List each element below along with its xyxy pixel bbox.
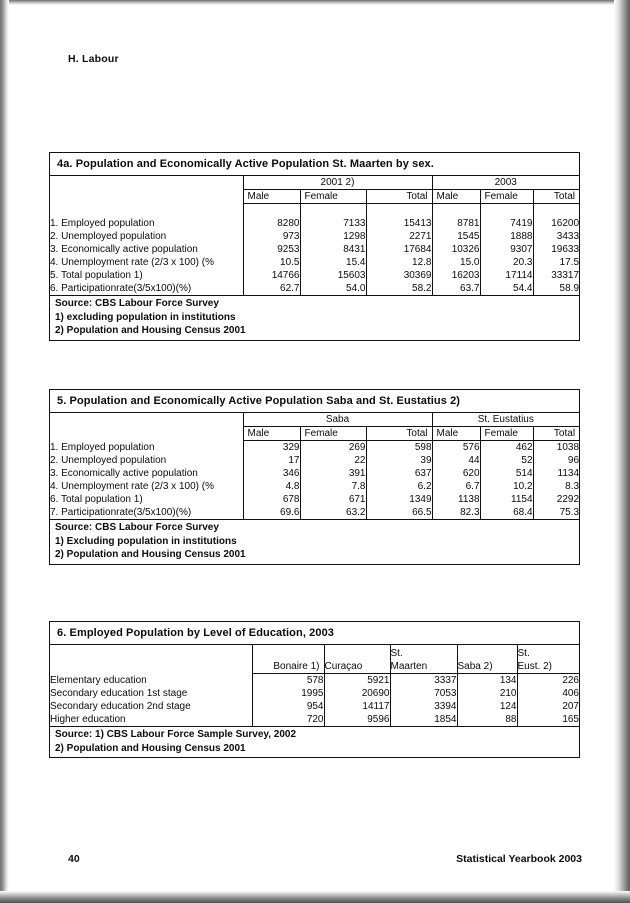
table-5-row-1-col-2: 39 bbox=[366, 454, 432, 467]
table-4a-row-2-col-4: 9307 bbox=[480, 243, 533, 256]
table-5-row-0-col-4: 462 bbox=[480, 441, 533, 455]
table-4a-row-5-col-4: 54.4 bbox=[480, 282, 533, 296]
table-5-row-4-col-0: 678 bbox=[243, 493, 300, 506]
table-5-row-2-col-1: 391 bbox=[300, 467, 366, 480]
table-6-row-3-col-4: 165 bbox=[517, 713, 579, 727]
table-5-row-2-col-0: 346 bbox=[243, 467, 300, 480]
table-4a-row-5-col-0: 62.7 bbox=[243, 282, 300, 296]
table-5-row-1-col-5: 96 bbox=[567, 455, 580, 466]
table-6-row-3-col-0: 720 bbox=[252, 713, 324, 727]
page-number: 40 bbox=[68, 853, 80, 865]
table-6-row-0-label: Elementary education bbox=[50, 674, 252, 688]
table-4a-note-source: Source: CBS Labour Force Survey bbox=[55, 298, 219, 309]
table-4a-row-2-col-5: 19633 bbox=[551, 244, 580, 255]
table-6-corner-cell bbox=[50, 645, 252, 674]
table-5-row-5-label: 7. Participationrate(3/5x100)(%) bbox=[50, 506, 243, 520]
table-6-row-2-col-2: 3394 bbox=[390, 700, 457, 713]
table-4a-row-1-col-2: 2271 bbox=[366, 230, 432, 243]
table-5-row-4-col-3: 1138 bbox=[432, 493, 480, 506]
table-4a-spacer-row bbox=[50, 204, 579, 218]
table-6-header-bonaire-line2: Bonaire 1) bbox=[273, 661, 320, 672]
table-6-row-1-col-4: 406 bbox=[562, 688, 579, 699]
table-row bbox=[50, 441, 579, 455]
table-4a-row-0-col-1: 7133 bbox=[300, 217, 366, 230]
table-6-row-1-col-3: 210 bbox=[457, 687, 517, 700]
table-5-row-3-col-1: 7.8 bbox=[300, 480, 366, 493]
table-5-row-2-col-5: 1134 bbox=[557, 468, 580, 479]
table-4a-header-female-2003: Female bbox=[480, 190, 533, 204]
table-5-row-3-col-2: 6.2 bbox=[366, 480, 432, 493]
table-4a-row-4-col-0: 14766 bbox=[243, 269, 300, 282]
table-6-header-st-eust-line2: Eust. 2) bbox=[517, 661, 552, 672]
table-4a-row-1-col-0: 973 bbox=[243, 230, 300, 243]
table-5-header-female-saba: Female bbox=[300, 427, 366, 441]
table-6-header-saba-line2: Saba 2) bbox=[457, 661, 493, 672]
table-5-row-5-col-1: 63.2 bbox=[300, 506, 366, 520]
table-5-row-5-col-4: 68.4 bbox=[480, 506, 533, 520]
table-5-row-0-label: 1. Employed population bbox=[50, 441, 243, 455]
table-6 bbox=[49, 621, 580, 758]
table-5-corner-cell bbox=[50, 413, 243, 441]
table-4a-row-0-label: 1. Employed population bbox=[50, 217, 243, 230]
table-6-header-st-eust bbox=[517, 645, 579, 674]
table-4a-row-1-label: 2. Unemployed population bbox=[50, 230, 243, 243]
table-4a-row-4-label: 5. Total population 1) bbox=[50, 269, 243, 282]
table-row bbox=[50, 282, 579, 296]
table-row bbox=[50, 256, 579, 269]
table-row bbox=[50, 480, 579, 493]
table-5-row-1-col-3: 44 bbox=[432, 454, 480, 467]
table-5-title: 5. Population and Economically Active Population Saba and St. Eustatius 2) bbox=[50, 390, 579, 413]
table-4a-row-1-col-3: 1545 bbox=[432, 230, 480, 243]
table-row bbox=[50, 217, 579, 230]
table-5-header-male-saba: Male bbox=[243, 427, 300, 441]
table-row bbox=[50, 243, 579, 256]
table-5-row-4-label: 6. Total population 1) bbox=[50, 493, 243, 506]
table-row bbox=[50, 687, 579, 700]
chapter-heading: H. Labour bbox=[68, 53, 119, 65]
table-5-row-2-col-2: 637 bbox=[366, 467, 432, 480]
table-4a-row-0-col-5: 16200 bbox=[551, 218, 580, 229]
table-4a-group-2001: 2001 2) bbox=[243, 176, 432, 190]
table-row bbox=[50, 467, 579, 480]
table-6-row-1-label: Secondary education 1st stage bbox=[50, 687, 252, 700]
table-6-header-curacao bbox=[324, 645, 390, 674]
table-6-notes bbox=[50, 727, 579, 757]
table-5-row-2-label: 3. Economically active population bbox=[50, 467, 243, 480]
spacer bbox=[480, 204, 533, 218]
spacer bbox=[533, 204, 579, 218]
table-4a-group-header-row bbox=[50, 176, 579, 190]
table-5-row-1-col-1: 22 bbox=[300, 454, 366, 467]
table-5-note-2: 2) Population and Housing Census 2001 bbox=[55, 549, 246, 560]
scan-edge-bottom bbox=[0, 891, 630, 903]
table-4a-row-3-col-0: 10.5 bbox=[243, 256, 300, 269]
table-4a-row-3-col-5: 17.5 bbox=[559, 257, 580, 268]
table-5-group-header-row bbox=[50, 413, 579, 427]
table-5-row-1-label: 2. Unemployed population bbox=[50, 454, 243, 467]
table-5-row-4-col-1: 671 bbox=[300, 493, 366, 506]
table-4a-grid bbox=[50, 176, 579, 296]
table-6-row-1-col-0: 1995 bbox=[252, 687, 324, 700]
table-row bbox=[50, 493, 579, 506]
table-5-row-2-col-3: 620 bbox=[432, 467, 480, 480]
table-4a-row-4-col-1: 15603 bbox=[300, 269, 366, 282]
table-5-row-1-col-0: 17 bbox=[243, 454, 300, 467]
table-4a-row-1-col-4: 1888 bbox=[480, 230, 533, 243]
table-row bbox=[50, 713, 579, 727]
table-5-row-0-col-0: 329 bbox=[243, 441, 300, 455]
table-4a-row-5-col-2: 58.2 bbox=[366, 282, 432, 296]
table-4a-row-5-label: 6. Participationrate(3/5x100)(%) bbox=[50, 282, 243, 296]
spacer bbox=[366, 204, 432, 218]
table-6-row-1-col-1: 20690 bbox=[324, 687, 390, 700]
table-5-row-3-col-0: 4.8 bbox=[243, 480, 300, 493]
table-4a-header-male-2001: Male bbox=[243, 190, 300, 204]
table-4a-row-3-col-4: 20.3 bbox=[480, 256, 533, 269]
table-4a-row-0-col-2: 15413 bbox=[366, 217, 432, 230]
table-5-header-female-steustatius: Female bbox=[480, 427, 533, 441]
table-4a-row-5-col-3: 63.7 bbox=[432, 282, 480, 296]
table-6-header-st-maarten bbox=[390, 645, 457, 674]
table-4a bbox=[49, 152, 580, 341]
table-4a-header-total-2003: Total bbox=[533, 190, 579, 204]
publication-title: Statistical Yearbook 2003 bbox=[456, 853, 582, 865]
table-4a-note-2: 2) Population and Housing Census 2001 bbox=[55, 325, 246, 336]
table-6-row-0-col-1: 5921 bbox=[324, 674, 390, 688]
table-6-row-2-col-1: 14117 bbox=[324, 700, 390, 713]
table-row bbox=[50, 674, 579, 688]
table-4a-row-2-col-1: 8431 bbox=[300, 243, 366, 256]
table-6-header-st-eust-line1: St. bbox=[517, 648, 530, 659]
table-6-grid bbox=[50, 645, 579, 727]
table-6-row-0-col-3: 134 bbox=[457, 674, 517, 688]
table-4a-row-0-col-3: 8781 bbox=[432, 217, 480, 230]
table-4a-row-3-col-2: 12.8 bbox=[366, 256, 432, 269]
table-5-row-5-col-2: 66.5 bbox=[366, 506, 432, 520]
table-row bbox=[50, 454, 579, 467]
table-5-row-3-col-5: 8.3 bbox=[565, 481, 580, 492]
table-5-row-5-col-0: 69.6 bbox=[243, 506, 300, 520]
table-6-row-2-col-0: 954 bbox=[252, 700, 324, 713]
table-4a-header-male-2003: Male bbox=[432, 190, 480, 204]
table-4a-row-4-col-2: 30369 bbox=[366, 269, 432, 282]
table-6-row-3-label: Higher education bbox=[50, 713, 252, 727]
table-4a-notes bbox=[50, 296, 579, 340]
table-4a-row-2-label: 3. Economically active population bbox=[50, 243, 243, 256]
table-6-row-0-col-0: 578 bbox=[252, 674, 324, 688]
table-4a-row-5-col-1: 54.0 bbox=[300, 282, 366, 296]
scan-edge-top bbox=[0, 0, 630, 5]
table-6-row-3-col-1: 9596 bbox=[324, 713, 390, 727]
table-4a-row-3-col-3: 15.0 bbox=[432, 256, 480, 269]
table-6-row-2-label: Secondary education 2nd stage bbox=[50, 700, 252, 713]
table-5-row-5-col-5: 75.3 bbox=[533, 506, 579, 520]
table-6-note-source: Source: 1) CBS Labour Force Sample Survey, 2002 bbox=[55, 729, 297, 740]
table-4a-row-0-col-4: 7419 bbox=[480, 217, 533, 230]
spacer bbox=[50, 204, 243, 218]
table-6-row-3-col-2: 1854 bbox=[390, 713, 457, 727]
table-6-header-saba bbox=[457, 645, 517, 674]
table-4a-row-4-col-4: 17114 bbox=[480, 269, 533, 282]
spacer bbox=[243, 204, 300, 218]
table-5-header-total-saba: Total bbox=[366, 427, 432, 441]
table-6-row-2-col-4: 207 bbox=[562, 701, 579, 712]
table-row bbox=[50, 269, 579, 282]
table-5-row-0-col-3: 576 bbox=[432, 441, 480, 455]
table-4a-header-female-2001: Female bbox=[300, 190, 366, 204]
table-5-header-male-steustatius: Male bbox=[432, 427, 480, 441]
table-6-header-st-maarten-line1: St. bbox=[390, 648, 403, 659]
table-4a-row-2-col-0: 9253 bbox=[243, 243, 300, 256]
table-5-row-1-col-4: 52 bbox=[480, 454, 533, 467]
table-5-row-0-col-1: 269 bbox=[300, 441, 366, 455]
table-5-row-3-col-3: 6.7 bbox=[432, 480, 480, 493]
table-4a-row-0-col-0: 8280 bbox=[243, 217, 300, 230]
table-5-row-0-col-5: 1038 bbox=[556, 442, 580, 453]
spacer bbox=[432, 204, 480, 218]
table-6-row-3-col-3: 88 bbox=[457, 713, 517, 727]
table-row bbox=[50, 230, 579, 243]
table-4a-row-1-col-1: 1298 bbox=[300, 230, 366, 243]
table-4a-note-1: 1) excluding population in institutions bbox=[55, 311, 236, 323]
table-5-row-4-col-5: 2292 bbox=[556, 494, 580, 505]
table-6-row-2-col-3: 124 bbox=[457, 700, 517, 713]
table-4a-corner-cell bbox=[50, 176, 243, 204]
table-5-row-4-col-4: 1154 bbox=[480, 493, 533, 506]
spacer bbox=[300, 204, 366, 218]
table-4a-row-5-col-5: 58.9 bbox=[533, 282, 579, 296]
table-row bbox=[50, 506, 579, 520]
table-6-row-0-col-4: 226 bbox=[562, 675, 579, 686]
table-4a-row-2-col-2: 17684 bbox=[366, 243, 432, 256]
table-5-group-saba: Saba bbox=[243, 413, 432, 427]
table-5-row-3-col-4: 10.2 bbox=[480, 480, 533, 493]
scan-edge-right bbox=[614, 0, 630, 903]
table-4a-row-1-col-5: 3433 bbox=[556, 231, 580, 242]
table-4a-title: 4a. Population and Economically Active Population St. Maarten by sex. bbox=[50, 153, 579, 176]
table-5-note-1: 1) Excluding population in institutions bbox=[55, 535, 237, 547]
table-5-row-4-col-2: 1349 bbox=[366, 493, 432, 506]
scan-edge-left bbox=[0, 0, 9, 903]
table-4a-group-2003: 2003 bbox=[432, 176, 579, 190]
table-6-row-1-col-2: 7053 bbox=[390, 687, 457, 700]
table-6-header-st-maarten-line2: Maarten bbox=[390, 661, 428, 672]
table-5-row-3-label: 4. Unemployment rate (2/3 x 100) (% bbox=[50, 480, 243, 493]
table-4a-header-total-2001: Total bbox=[366, 190, 432, 204]
table-5-group-st-eustatius: St. Eustatius bbox=[432, 413, 579, 427]
table-5-row-5-col-3: 82.3 bbox=[432, 506, 480, 520]
table-6-header-bonaire bbox=[252, 645, 324, 674]
table-5-note-source: Source: CBS Labour Force Survey bbox=[55, 522, 219, 533]
table-5-notes bbox=[50, 520, 579, 564]
table-6-header-curacao-line2: Curaçao bbox=[324, 661, 363, 672]
table-5 bbox=[49, 389, 580, 565]
table-6-header-row bbox=[50, 645, 579, 674]
table-5-header-total-steustatius: Total bbox=[533, 427, 579, 441]
table-6-title: 6. Employed Population by Level of Education, 2003 bbox=[50, 622, 579, 645]
table-5-grid bbox=[50, 413, 579, 520]
table-row bbox=[50, 700, 579, 713]
table-4a-row-2-col-3: 10326 bbox=[432, 243, 480, 256]
table-4a-row-3-label: 4. Unemployment rate (2/3 x 100) (% bbox=[50, 256, 243, 269]
table-6-note-2: 2) Population and Housing Census 2001 bbox=[55, 742, 246, 754]
table-6-row-0-col-2: 3337 bbox=[390, 674, 457, 688]
table-5-row-0-col-2: 598 bbox=[366, 441, 432, 455]
table-4a-row-4-col-3: 16203 bbox=[432, 269, 480, 282]
table-4a-row-4-col-5: 33317 bbox=[551, 270, 580, 281]
table-4a-row-3-col-1: 15.4 bbox=[300, 256, 366, 269]
table-5-row-2-col-4: 514 bbox=[480, 467, 533, 480]
